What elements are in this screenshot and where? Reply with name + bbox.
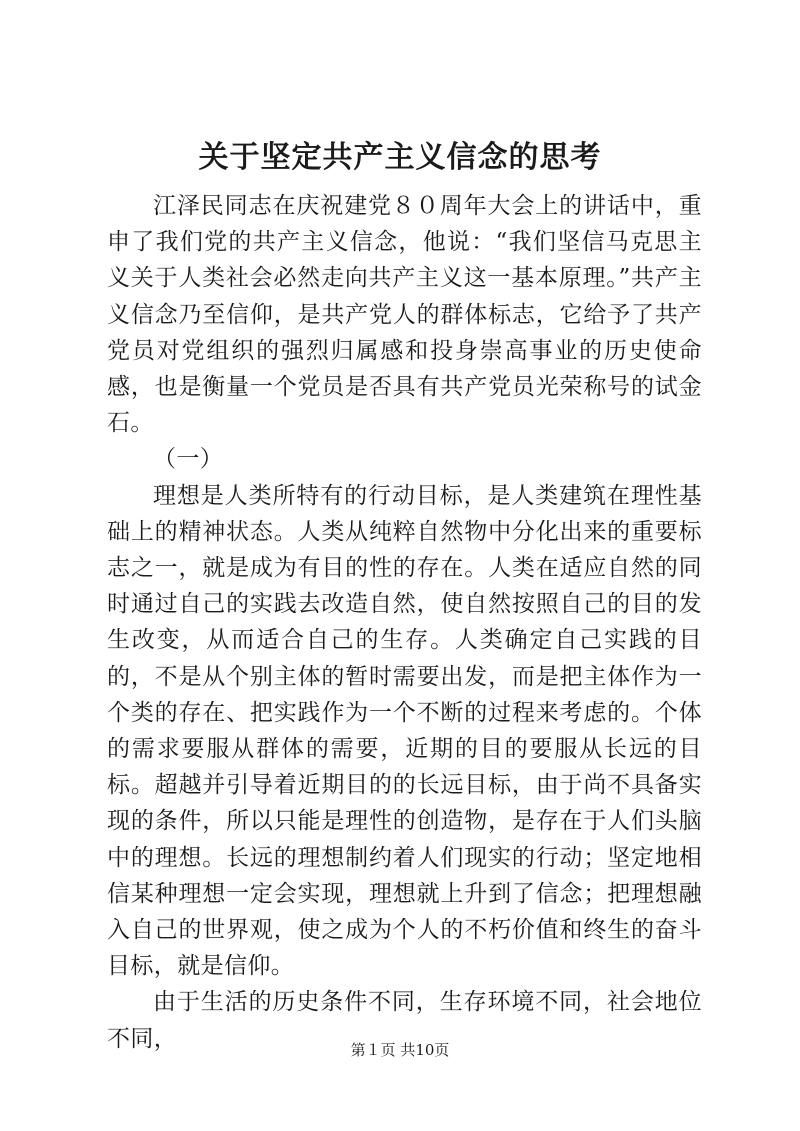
- paragraph-ideal: 理想是人类所特有的行动目标，是人类建筑在理性基础上的精神状态。人类从纯粹自然物中分化出来的重要标志之一，就是成为有目的性的存在。人类在适应自然的同时通过自己的实践去改造自然，使自然按照自己的目的发生改变，从而适合自己的生存。人类确定自己实践的目的，不是从个别主体的暂时需要出发，而是把主体作为一个类的存在、把实践作为一个不断的过程来考虑的。个体的需求要服从群体的需要，近期的目的要服从长远的目标。超越并引导着近期目的的长远目标，由于尚不具备实现的条件，所以只能是理性的创造物，是存在于人们头脑中的理想。长远的理想制约着人们现实的行动；坚定地相信某种理想一定会实现，理想就上升到了信念；把理想融入自己的世界观，使之成为个人的不朽价值和终生的奋斗目标，就是信仰。: [107, 482, 702, 980]
- paragraph-intro: 江泽民同志在庆祝建党８０周年大会上的讲话中，重申了我们党的共产主义信念，他说：“我们坚信马克思主义关于人类社会必然走向共产主义这一基本原理。”共产主义信念乃至信仰，是共产党人的群体标志，它给予了共产党员对党组织的强烈归属感和投身崇高事业的历史使命感，也是衡量一个党员是否具有共产党员光荣称号的试金石。: [107, 193, 702, 437]
- page-footer: 第１页 共10页: [350, 1041, 450, 1059]
- document-body: [107, 188, 702, 1057]
- section-heading: （一）: [153, 446, 224, 473]
- document-title: 关于坚定共产主义信念的思考: [198, 140, 602, 175]
- paragraph-conditions: 由于生活的历史条件不同，生存环境不同，社会地位不同，: [107, 989, 702, 1052]
